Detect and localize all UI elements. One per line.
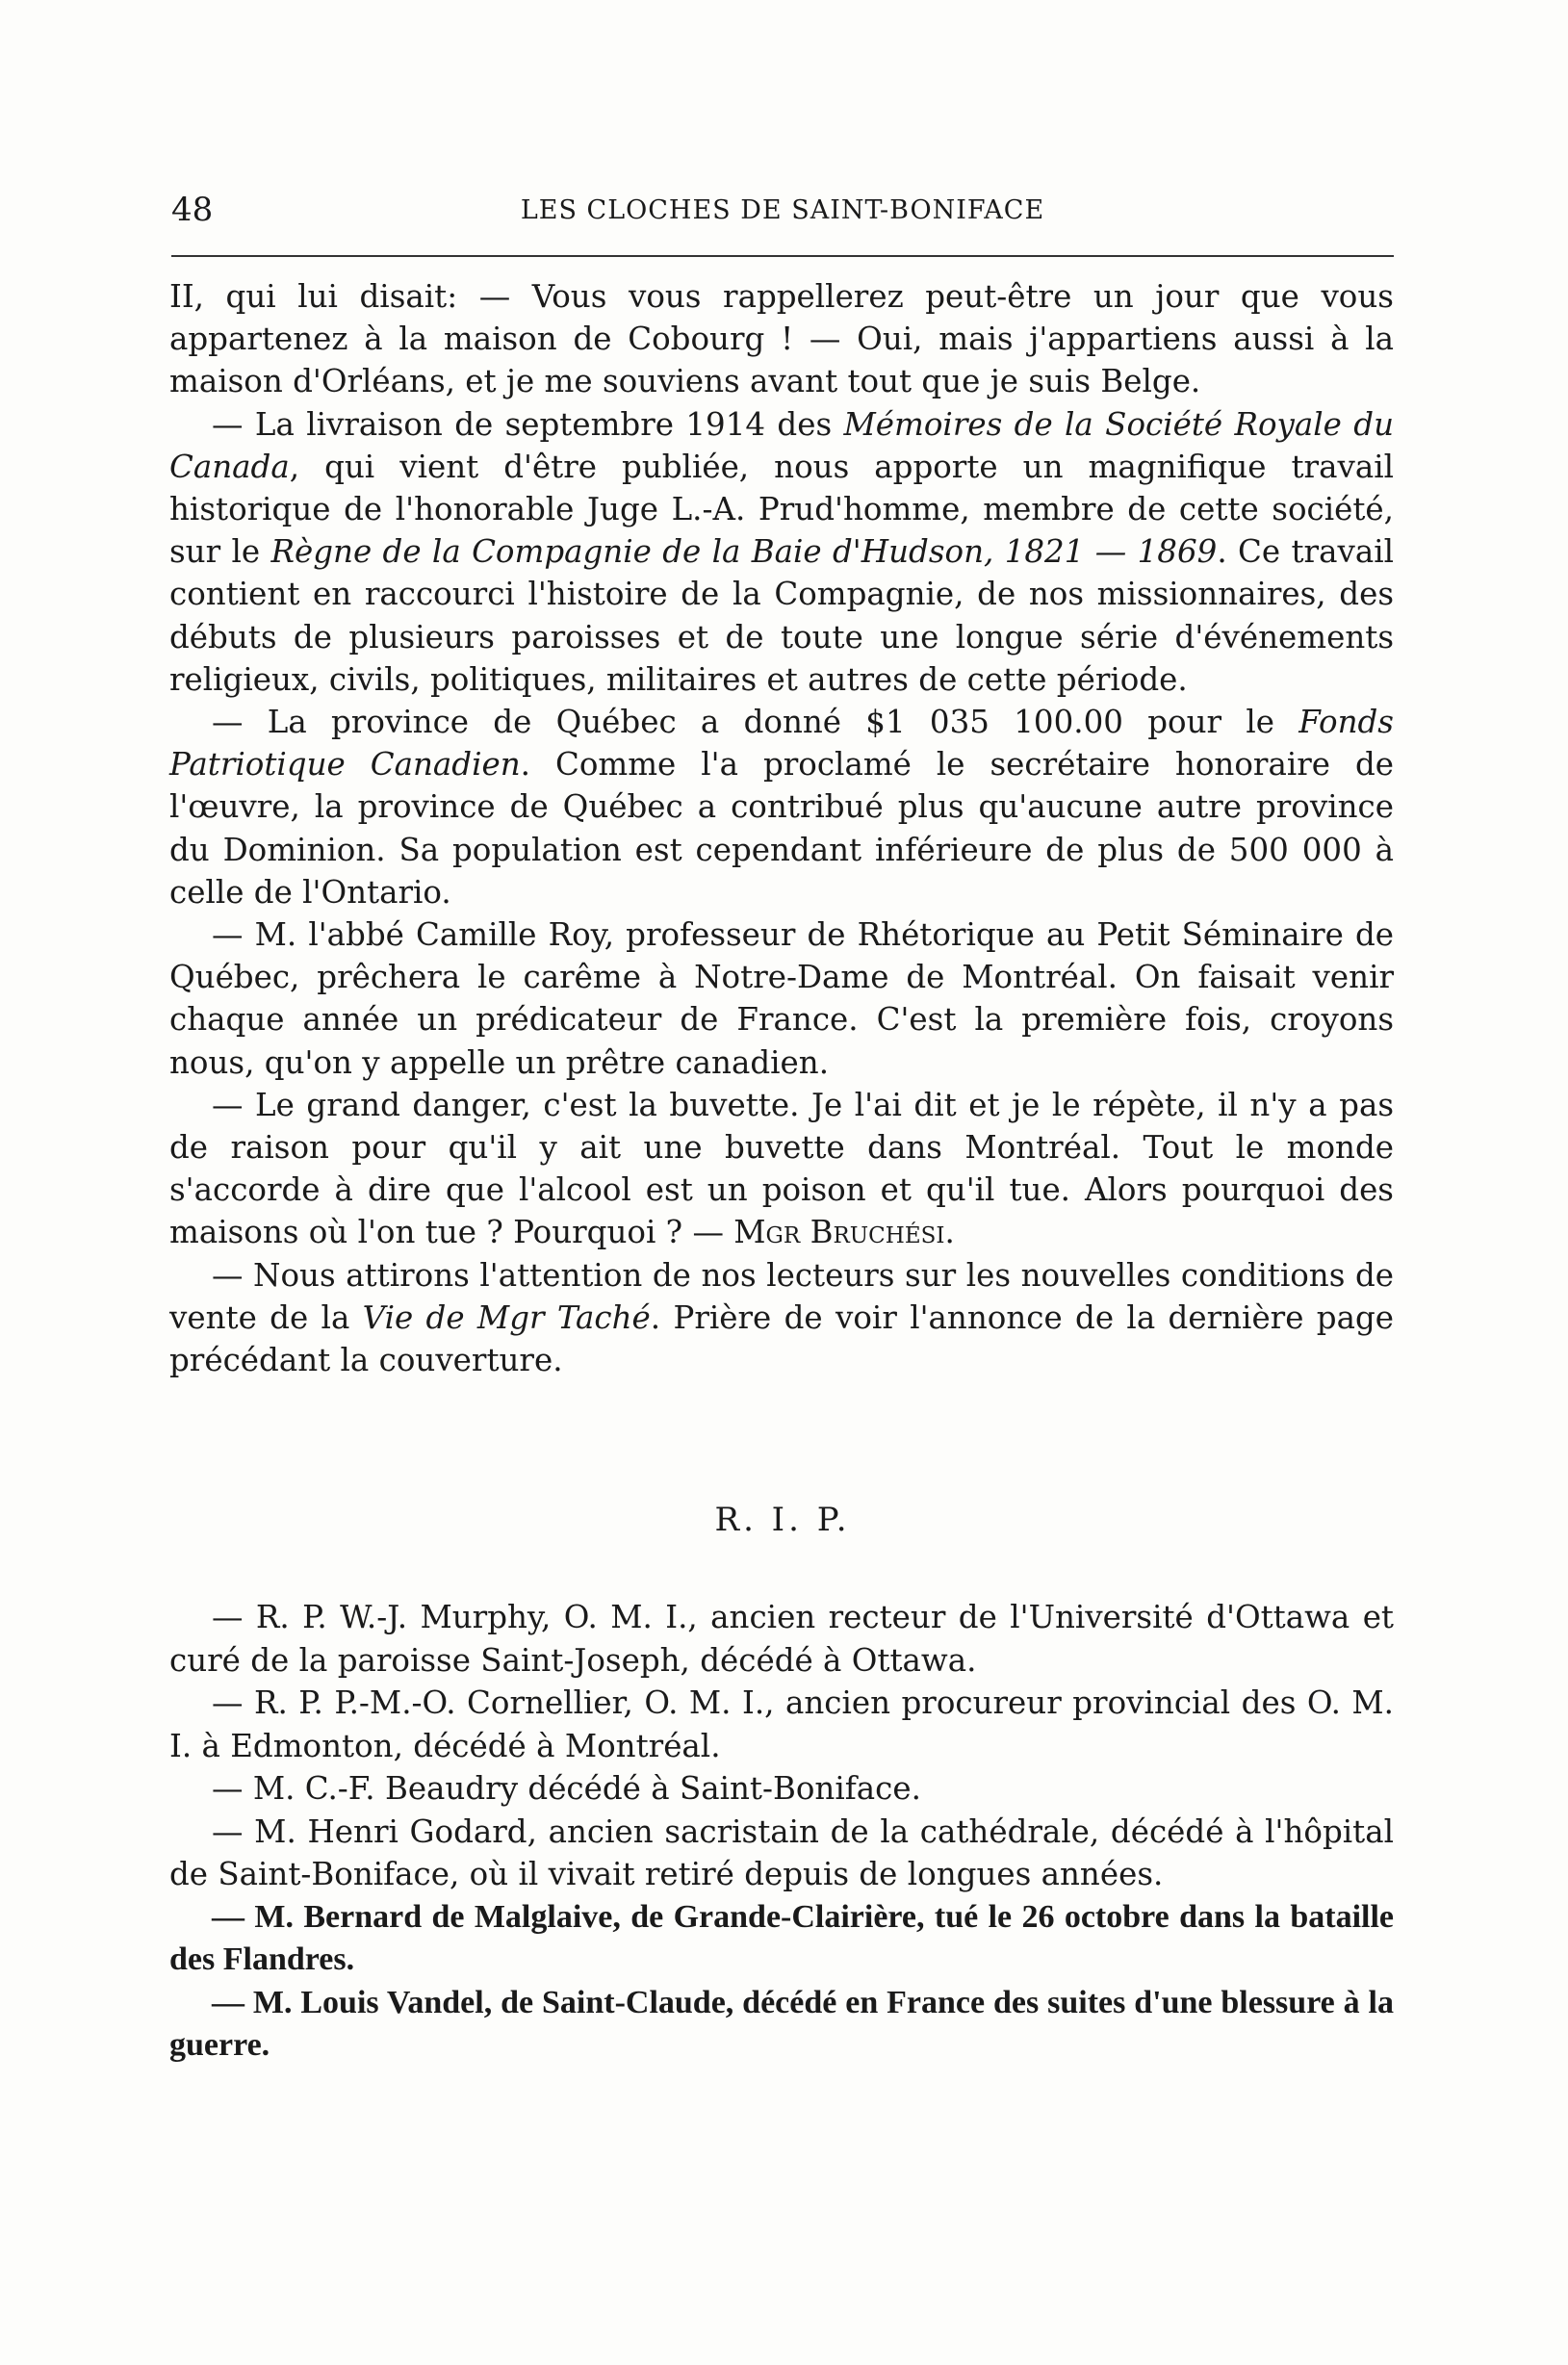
paragraph-fonds — [169, 701, 1394, 913]
page-number: 48 — [171, 191, 214, 229]
paragraph-fonds-text-b: . Comme l'a proclamé le secrétaire honoraire de l'œuvre, la province de Québec a contribué plus qu'aucune autre province du Dominion. Sa population est cependant inférieure de plus de 500 000 à celle de l'Ontario. — [169, 746, 1395, 911]
paragraph-memoires-text-c: . Ce travail contient en raccourci l'histoire de la Compagnie, de nos missionnaires, des débuts de plusieurs paroisses et de toute une longue série d'événements religieux, civils, politiques, militaires et autres de cette période. — [169, 533, 1394, 698]
rip-item: — M. Henri Godard, ancien sacristain de la cathédrale, décédé à l'hôpital de Saint-Boniface, où il vivait retiré depuis de longues années. — [169, 1812, 1394, 1892]
paragraph-buvette — [169, 1084, 1394, 1254]
header-rule — [171, 255, 1394, 257]
paragraph-vie-tache-text-a: — Nous attirons l'attention de nos lecteurs sur les nouvelles conditions de vente de la — [169, 1256, 1394, 1336]
rip-item: — R. P. W.-J. Murphy, O. M. I., ancien recteur de l'Université d'Ottawa et curé de la paroisse Saint-Joseph, décédé à Ottawa. — [169, 1599, 1394, 1679]
paragraph-memoires-text-b: , qui vient d'être publiée, nous apporte un magnifique travail historique de l'honorable Juge L.-A. Prud'homme, membre de cette société, sur le — [169, 448, 1394, 571]
paragraph-vie-tache — [169, 1254, 1394, 1382]
paragraph-abbe-roy: — M. l'abbé Camille Roy, professeur de Rhétorique au Petit Séminaire de Québec, prêchera le carême à Notre-Dame de Montréal. On faisait venir chaque année un prédicateur de France. C'est la première fois, croyons nous, qu'on y appelle un prêtre canadien. — [169, 916, 1394, 1081]
fonds-title: Fonds Patriotique Canadien — [169, 704, 1394, 784]
paragraph-vie-tache-text-b: . Prière de voir l'annonce de la dernière page précédant la couverture. — [169, 1298, 1395, 1379]
signature-bruchesi: Mgr Bruchési. — [733, 1214, 955, 1251]
rip-item: — R. P. P.-M.-O. Cornellier, O. M. I., ancien procureur provincial des O. M. I. à Edmonton, décédé à Montréal. — [169, 1684, 1394, 1764]
news-section — [169, 275, 1394, 1381]
page-header — [171, 189, 1394, 235]
paragraph-buvette-text: — Le grand danger, c'est la buvette. Je l'ai dit et je le répète, il n'y a pas de raison pour qu'il y ait une buvette dans Montréal. Tout le monde s'accorde à dire que l'alcool est un poison et qu'il tue. Alors pourquoi des maisons où l'on tue ? Pourquoi ? — — [169, 1086, 1394, 1251]
running-title: LES CLOCHES DE SAINT-BONIFACE — [520, 195, 1045, 225]
rip-list — [169, 1596, 1394, 2068]
paragraph-memoires-text-a: — La livraison de septembre 1914 des — [212, 405, 844, 443]
paragraph-fonds-text-a: — La province de Québec a donné $1 035 100.00 pour le — [212, 704, 1299, 741]
paragraph-memoires — [169, 403, 1394, 701]
rip-heading: R. I. P. — [714, 1501, 851, 1539]
vie-tache-title: Vie de Mgr Taché — [362, 1298, 651, 1336]
rip-item: — M. Louis Vandel, de Saint-Claude, décédé en France des suites d'une blessure à la guerre. — [169, 1984, 1394, 2063]
memoires-title: Mémoires de la Société Royale du Canada — [169, 405, 1394, 485]
regne-title: Règne de la Compagnie de la Baie d'Hudson, 1821 — 1869 — [270, 533, 1218, 571]
paragraph-leopold: II, qui lui disait: — Vous vous rappellerez peut-être un jour que vous appartenez à la maison de Cobourg ! — Oui, mais j'appartiens aussi à la maison d'Orléans, et je me souviens avant tout que je suis Belge. — [169, 278, 1394, 400]
rip-item: — M. Bernard de Malglaive, de Grande-Clairière, tué le 26 octobre dans la bataille des Flandres. — [169, 1898, 1394, 1977]
rip-item: — M. C.-F. Beaudry décédé à Saint-Boniface. — [212, 1770, 921, 1807]
